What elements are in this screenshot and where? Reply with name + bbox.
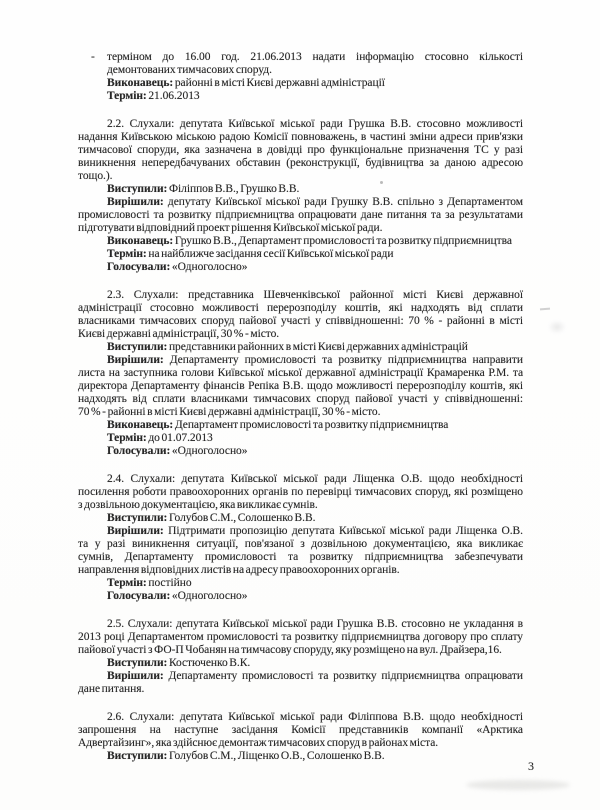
- text-line: 2.4. Слухали: депутата Київської міської ради Ліщенка О.В. щодо необхідності: [107, 473, 523, 485]
- keyword-label: Виконавець:: [107, 419, 174, 431]
- keyword-label: Виступили:: [107, 512, 168, 524]
- section-2-4: [78, 473, 523, 603]
- text-line: демонтованих тимчасових споруд.: [107, 64, 272, 76]
- text-line: Києві державні адміністрації, 30 % - місто.: [78, 328, 280, 340]
- text-line: Виступили: Голубов С.М., Солошенко В.В.: [107, 512, 316, 524]
- text-line: 2013 році Департаментом промисловості та розвитку підприємництва договору про сплату: [78, 631, 523, 643]
- text-line: 70 % - районні в місті Києві державні адміністрації, 30 % - місто.: [78, 406, 381, 418]
- text-line: Виконавець: Департамент промисловості та розвитку підприємництва: [107, 419, 449, 431]
- text-line: та у разі виникнення ситуації, пов'язаної з дозвільною документацією, яка викликає: [78, 538, 523, 550]
- keyword-label: Вирішили:: [107, 525, 164, 537]
- keyword-label: Виконавець:: [107, 77, 174, 89]
- keyword-label: Вирішили:: [107, 354, 164, 366]
- list-dash: -: [91, 51, 95, 63]
- keyword-label: Вирішили:: [107, 196, 164, 208]
- text-line: Адвертайзинг», яка здійснює демонтаж тимчасових споруд в районах міста.: [78, 737, 439, 749]
- scan-artifact: [466, 780, 570, 790]
- text-line: виникнення непередбачуваних обставин (реконструкції, будівництва за даною адресою: [78, 157, 523, 169]
- text-line: Вирішили: Підтримати пропозицію депутата Київської міської ради Ліщенка О.В.: [107, 525, 523, 537]
- text-line: Вирішили: Департаменту промисловості та розвитку підприємництва опрацювати: [107, 670, 523, 682]
- text-line: Термін: на найближче засідання сесії Київської міської ради: [107, 248, 394, 260]
- text-line: 2.2. Слухали: депутата Київської міської ради Грушка В.В. стосовно можливості: [107, 118, 523, 130]
- keyword-label: Виступили:: [107, 341, 168, 353]
- text-line: запрошення на наступне засідання Комісії представників компанії «Арктика: [78, 724, 523, 736]
- text-line: Вирішили: депутату Київської міської ради Грушку В.В. спільно з Департаментом: [107, 196, 523, 208]
- section-2-3: [78, 289, 523, 458]
- text-line: 2.6. Слухали: депутата Київської міської ради Філіппова В.В. щодо необхідності: [107, 711, 523, 723]
- keyword-label: Виступили:: [107, 657, 168, 669]
- text-line: промисловості та розвитку підприємництва опрацювати дане питання та за результатами: [78, 209, 523, 221]
- section-2-5: [78, 618, 523, 696]
- keyword-label: Термін:: [107, 432, 147, 444]
- text-line: надання Київською міською радою Комісії повноважень, в частині зміни адреси прив'язки: [78, 131, 523, 143]
- keyword-label: Виступили:: [107, 183, 168, 195]
- text-line: Голосували: «Одноголосно»: [107, 445, 248, 457]
- text-line: 2.3. Слухали: представника Шевченківської районної місті Києві державної: [107, 289, 523, 301]
- text-line: Голосували: «Одноголосно»: [107, 590, 248, 602]
- text-line: Термін: постійно: [107, 577, 192, 589]
- text-line: Вирішили: Департаменту промисловості та розвитку підприємництва направити: [107, 354, 523, 366]
- text-line: Виступили: Філіппов В.В., Грушко В.В.: [107, 183, 300, 195]
- text-line: дане питання.: [78, 683, 145, 695]
- page-number: 3: [528, 759, 534, 773]
- text-line: надходять від сплати власниками тимчасових споруд пайової участі у співвідношенні:: [78, 393, 523, 405]
- text-line: Термін: до 01.07.2013: [107, 432, 213, 444]
- section-2-6: [78, 711, 523, 763]
- keyword-label: Голосували:: [107, 261, 171, 273]
- text-line: Голосували: «Одноголосно»: [107, 261, 248, 273]
- text-line: Виконавець: Грушко В.В., Департамент промисловості та розвитку підприємництва: [107, 235, 512, 247]
- text-line: посилення роботи правоохоронних органів по перевірці тимчасових споруд, які розміщено: [78, 486, 523, 498]
- text-line: Виступили: Голубов С.М., Ліщенко О.В., Солошенко В.В.: [107, 750, 385, 762]
- text-line: власниками тимчасових споруд пайової участі у співвідношенні: 70 % - районні в місті: [78, 315, 523, 327]
- scan-artifact: [548, 320, 566, 334]
- text-line: Виконавець: районні в місті Києві державні адміністрації: [107, 77, 385, 89]
- keyword-label: Голосували:: [107, 590, 171, 602]
- text-line: адміністрації стосовно можливості перерозподілу коштів, які надходять від сплати: [78, 302, 523, 314]
- text-line: тощо.).: [78, 170, 113, 182]
- text-line: пайової участі з ФО-П Чобанян на тимчасову споруду, яку розміщено на вул. Драйзера,16.: [78, 644, 502, 656]
- text-line: - терміном до 16.00 год. 21.06.2013 надати інформацію стосовно кількості: [91, 51, 523, 63]
- keyword-label: Виконавець:: [107, 235, 174, 247]
- text-line: Виступили: Костюченко В.К.: [107, 657, 251, 669]
- text-line: з дозвільною документацією, яка викликає сумнів.: [78, 499, 318, 511]
- keyword-label: Термін:: [107, 90, 147, 102]
- text-line: Виступили: представники районних в місті Києві державних адміністрацій: [107, 341, 468, 353]
- text-line: підготувати відповідний проект рішення Київської міської ради.: [78, 222, 383, 234]
- section-2-2: [78, 118, 523, 274]
- text-line: направлення відповідних листів на адресу правоохоронних органів.: [78, 564, 400, 576]
- text-line: сумнів, Департаменту промисловості та розвитку підприємництва забезпечувати: [78, 551, 523, 563]
- text-line: 2.5. Слухали: депутата Київської міської ради Грушка В.В. стосовно не укладання в: [107, 618, 523, 630]
- keyword-label: Голосували:: [107, 445, 171, 457]
- keyword-label: Виступили:: [107, 750, 168, 762]
- text-line: листа на заступника голови Київської міської державної адміністрації Крамаренка Р.М. та: [78, 367, 523, 379]
- list-item-deadline: [78, 51, 523, 103]
- keyword-label: Термін:: [107, 248, 147, 260]
- document-body: [78, 51, 523, 763]
- text-line: тимчасової споруди, яка зазначена в довідці про функціональне призначення ТС у разі: [78, 144, 523, 156]
- keyword-label: Вирішили:: [107, 670, 164, 682]
- text-line: Термін: 21.06.2013: [107, 90, 200, 102]
- scan-artifact: [540, 308, 550, 311]
- text-line: директора Департаменту фінансів Репіка В.В. щодо можливості перерозподілу коштів, які: [78, 380, 523, 392]
- keyword-label: Термін:: [107, 577, 147, 589]
